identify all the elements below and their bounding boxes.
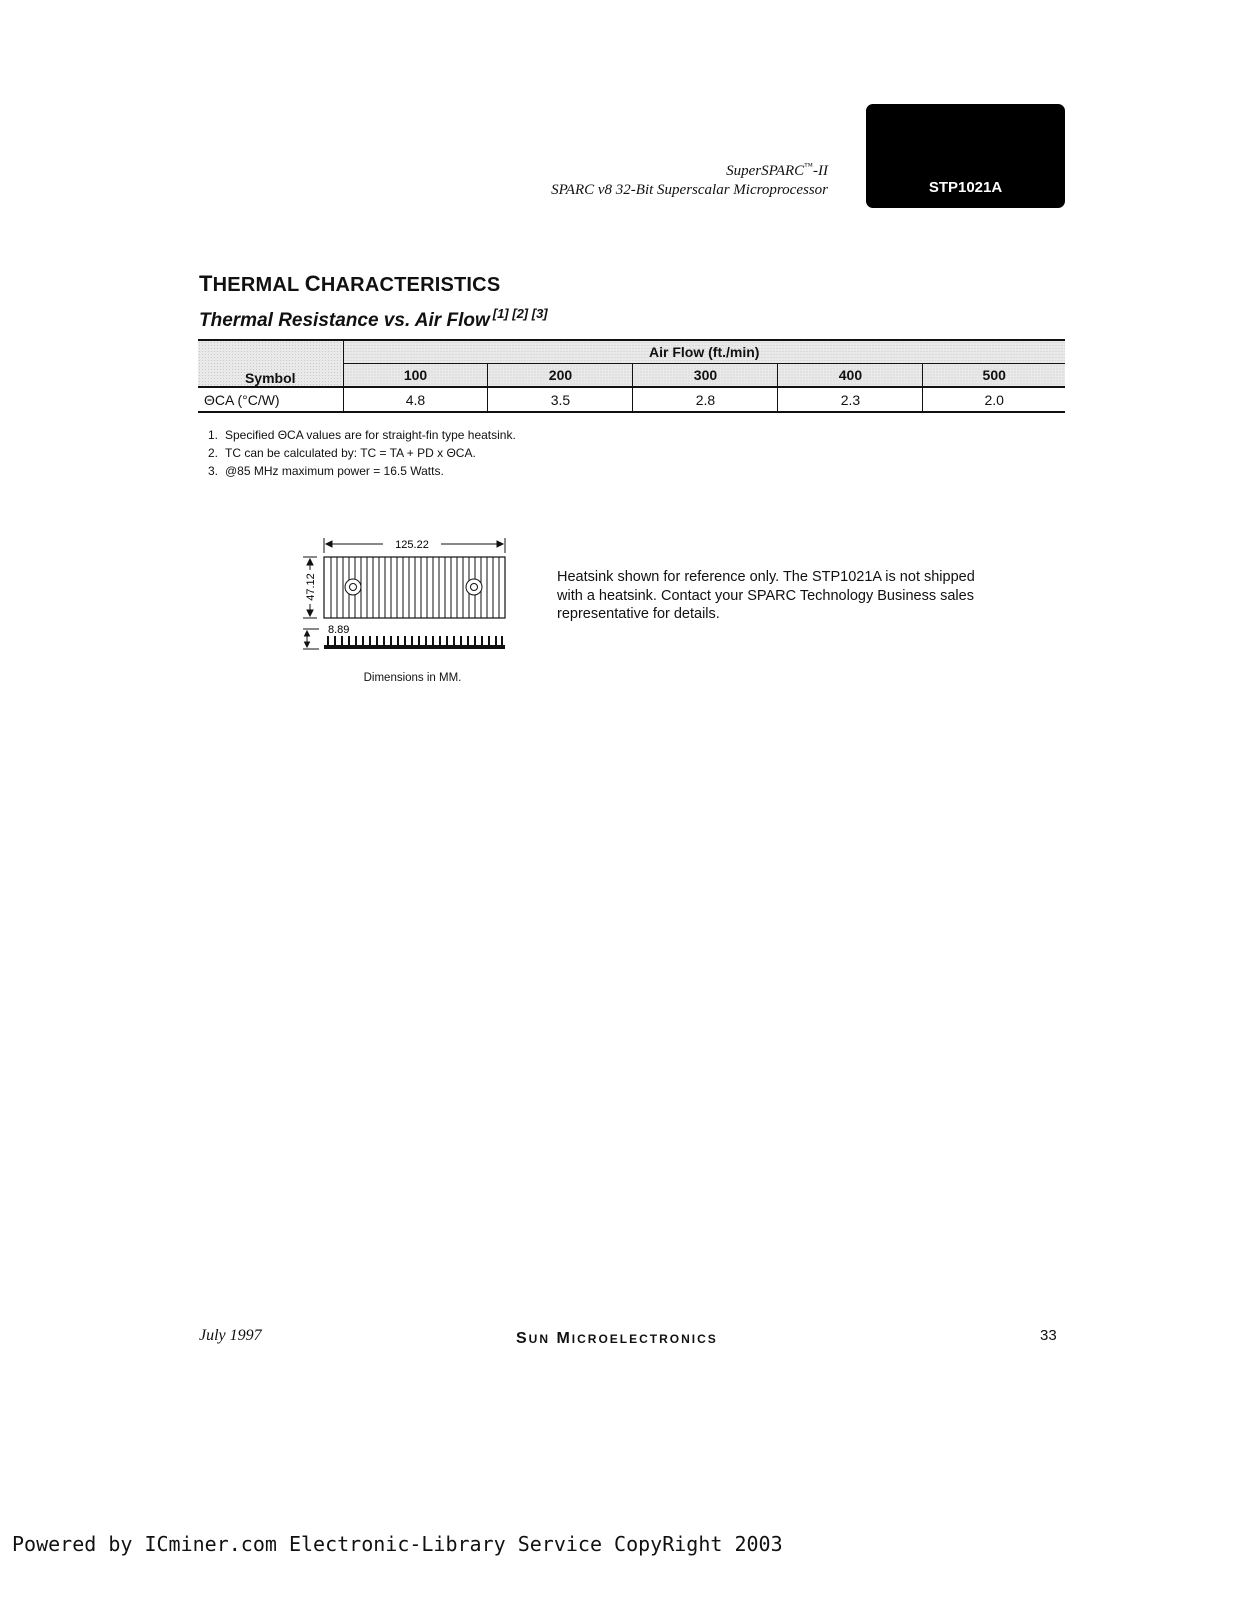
page-number: 33	[1040, 1327, 1057, 1344]
footnote	[208, 446, 476, 460]
mounting-hole-left	[345, 579, 361, 595]
depth-label: 8.89	[328, 624, 350, 636]
section-title-rest-2: HARACTERISTICS	[320, 274, 501, 296]
width-label: 125.22	[395, 539, 429, 551]
section-title	[199, 271, 500, 297]
table-cell: 4.8	[343, 387, 488, 412]
header-subtitle: SPARC v8 32-Bit Superscalar Microprocessor	[551, 182, 828, 198]
heatsink-note: Heatsink shown for reference only. The STP1021A is not shipped with a heatsink. Contact your SPARC Technology Business sales representative for details.	[557, 569, 975, 622]
section-title-initial-1: T	[199, 271, 213, 296]
footnote-text: @85 MHz maximum power = 16.5 Watts.	[225, 464, 444, 478]
footer-date: July 1997	[199, 1327, 262, 1344]
footnote-number: 2.	[208, 446, 219, 460]
thermal-resistance-table	[198, 339, 1065, 413]
part-number: STP1021A	[928, 179, 1003, 196]
column-header: 400	[778, 364, 923, 388]
depth-dimension	[303, 629, 319, 649]
column-header: 300	[633, 364, 778, 388]
air-flow-header: Air Flow (ft./min)	[343, 340, 1065, 364]
table-cell: 2.3	[778, 387, 923, 412]
height-label: 47.12	[305, 573, 317, 601]
dimensions-caption: Dimensions in MM.	[363, 672, 462, 684]
section-title-rest-1: HERMAL	[212, 274, 300, 296]
table-title-footnote-refs: [1] [2] [3]	[492, 306, 548, 321]
header-product-name: SuperSPARC	[726, 163, 805, 179]
heatsink-side-view	[324, 636, 505, 649]
trademark-symbol: ™	[804, 161, 813, 171]
footnote	[208, 464, 444, 478]
footnote-number: 3.	[208, 464, 219, 478]
footer-brand	[516, 1330, 718, 1348]
table-cell: 2.0	[923, 387, 1065, 412]
header-product-suffix: -II	[813, 163, 828, 179]
column-header: 500	[923, 364, 1065, 388]
column-header: 200	[488, 364, 633, 388]
footnote	[208, 428, 516, 442]
brand-rest-1: UN	[528, 1332, 551, 1346]
table-title	[199, 306, 548, 332]
footnote-text: Specified ΘCA values are for straight-fin type heatsink.	[225, 428, 516, 442]
section-title-initial-2: C	[304, 271, 321, 296]
symbol-header: Symbol	[198, 340, 343, 387]
brand-rest-2: ICROELECTRONICS	[571, 1332, 718, 1346]
table-cell: 2.8	[633, 387, 778, 412]
table-row	[198, 387, 1065, 412]
table-cell: 3.5	[488, 387, 633, 412]
mounting-hole-right	[466, 579, 482, 595]
watermark-text: Powered by ICminer.com Electronic-Library Service CopyRight 2003	[12, 1532, 783, 1556]
footnote-text: TC can be calculated by: TC = TA + PD x ΘCA.	[225, 446, 476, 460]
header-product	[726, 161, 828, 180]
brand-initial-1: S	[516, 1330, 529, 1347]
table-title-text: Thermal Resistance vs. Air Flow	[199, 310, 490, 331]
column-header: 100	[343, 364, 488, 388]
heatsink-drawing	[295, 535, 520, 670]
row-symbol: ΘCA (°C/W)	[198, 387, 343, 412]
footnote-number: 1.	[208, 428, 219, 442]
brand-initial-2: M	[556, 1330, 572, 1347]
part-number-tab	[866, 104, 1065, 208]
